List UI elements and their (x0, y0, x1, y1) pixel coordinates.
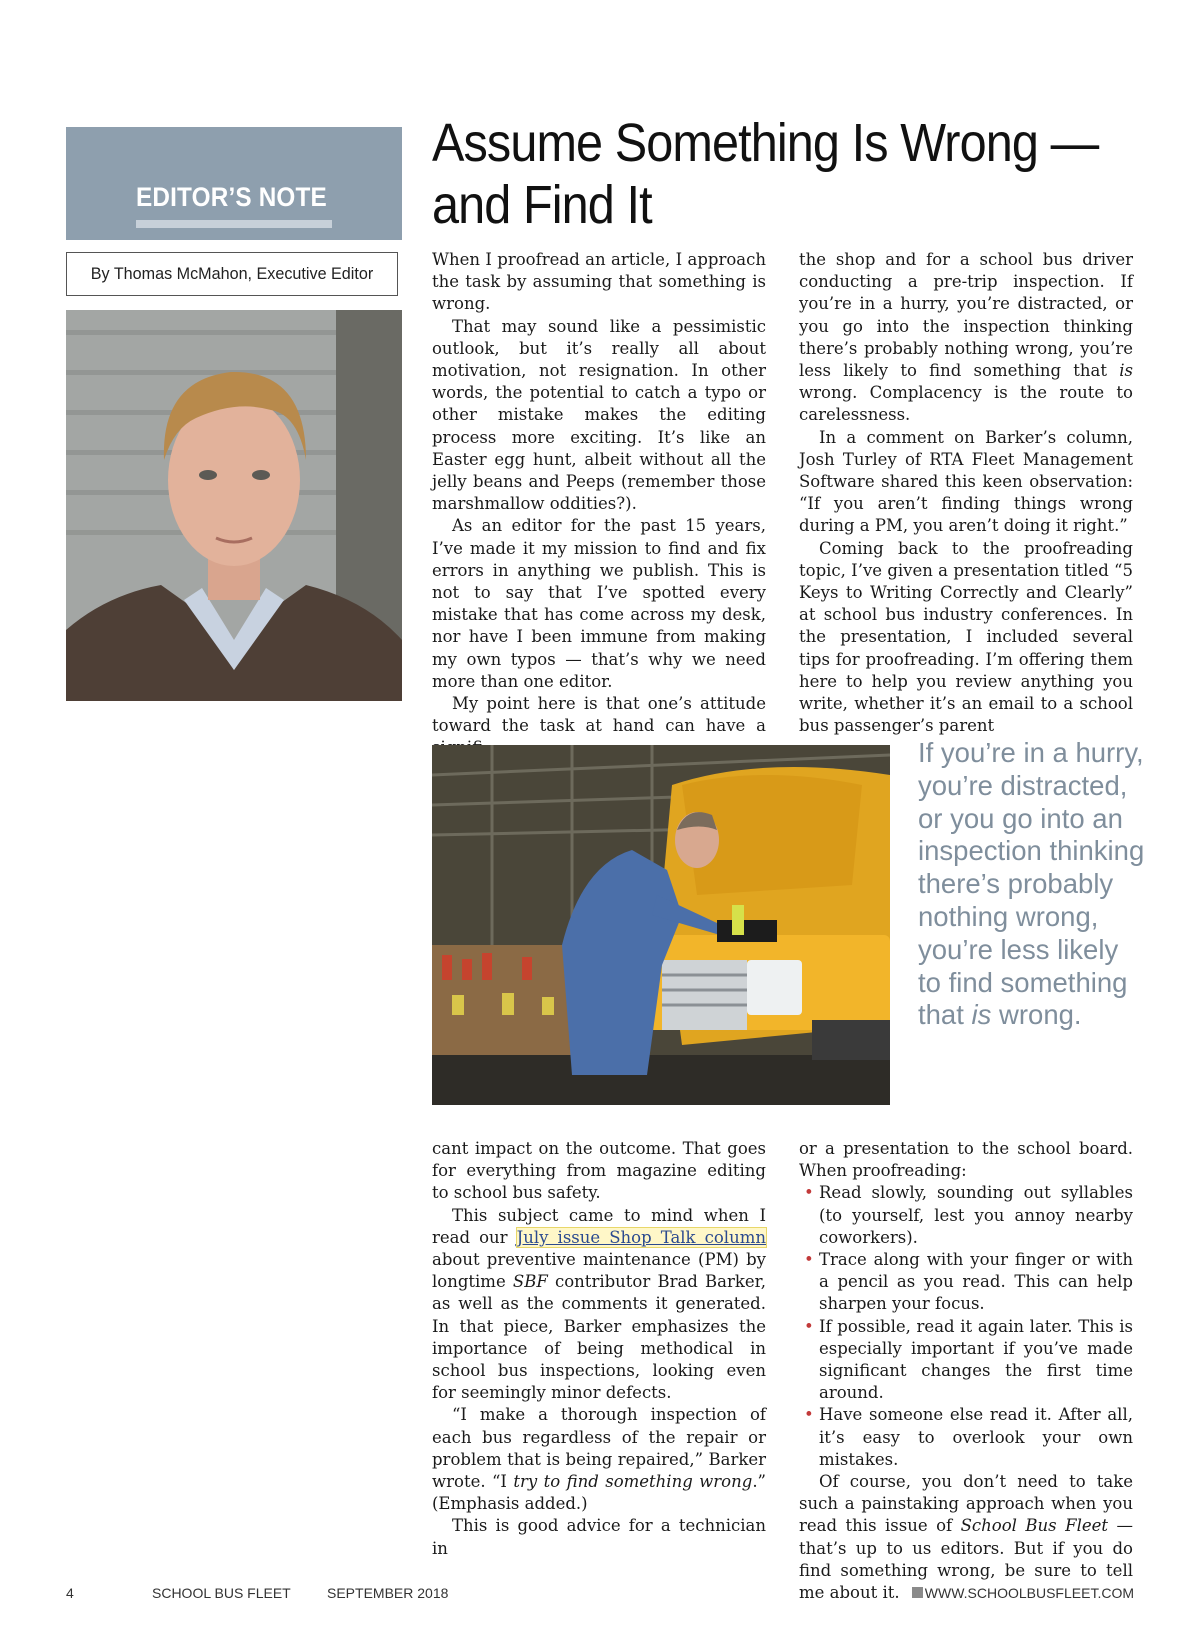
page-number: 4 (66, 1585, 74, 1601)
paragraph (799, 249, 1133, 427)
paragraph: This is good advice for a technician in (432, 1516, 766, 1558)
text: .” (Emphasis added.) (432, 1472, 766, 1514)
paragraph: As an editor for the past 15 years, I’ve made it my mission to find and fix errors in anything we publish. This is not to say that I’ve spotted every mistake that has come across my desk, nor have I been immune from making my own typos — that’s why we need more than one editor. (432, 516, 766, 691)
list-item-text: Have someone else read it. After all, it’s easy to overlook your own mistakes. (819, 1405, 1133, 1469)
author-portrait-image (66, 310, 402, 701)
bullet-icon: • (804, 1183, 814, 1203)
list-item (799, 1182, 1133, 1249)
paragraph: When I proofread an article, I approach the task by assuming that something is wrong. (432, 250, 766, 314)
paragraph: In a comment on Barker’s column, Josh Turley of RTA Fleet Management Software shared this keen observation: “If you aren’t finding things wrong during a PM, you aren’t doing it right.” (799, 427, 1133, 536)
list-item (799, 1249, 1133, 1316)
list-item-text: Read slowly, sounding out syllables (to yourself, lest you annoy nearby coworkers). (819, 1183, 1133, 1247)
emphasis: try to find something wrong (513, 1472, 753, 1492)
paragraph: My point here is that one’s attitude toward the task at hand can have a (432, 694, 766, 736)
paragraph: cant impact on the outcome. That goes for everything from magazine editing to school bus safety. (432, 1139, 766, 1203)
text: — that’s up to us editors. But if you do find something wrong, be sure to tell me about it. (799, 1516, 1133, 1603)
text: “I make a thorough inspection of each bus regardless of the repair or problem that is being repaired,” Barker wrote. “I (432, 1405, 766, 1492)
text: Of course, you don’t need to take such a painstaking approach when you read this issue of (799, 1472, 1133, 1536)
list-item (799, 1316, 1133, 1405)
emphasis: is (1119, 361, 1133, 381)
bullet-icon: • (804, 1405, 814, 1425)
byline-box (66, 252, 398, 296)
text: about preventive maintenance (PM) by longtime (432, 1250, 766, 1292)
list-item-text: If possible, read it again later. This is especially important if you’ve made significant changes the first time around. (819, 1316, 1133, 1403)
section-label-underline (136, 220, 332, 228)
pull-quote (918, 737, 1148, 1032)
body-column-2 (799, 249, 1133, 737)
paragraph: That may sound like a pessimistic outlook, but it’s really all about motivation, not resignation. In other words, the potential to catch a typo or other mistake makes the editing process more exciting. It’s like an Easter egg hunt, albeit without all the jelly beans and Peeps (remember those marshmallow oddities?). (432, 316, 766, 514)
website-url: WWW.SCHOOLBUSFLEET.COM (924, 1585, 1134, 1601)
bullet-icon: • (804, 1250, 814, 1270)
text: contributor Brad Barker, as well as the comments it generated. In that piece, Barker emphasizes the importance of being methodical in school bus inspections, looking even for seemingly minor defects. (432, 1272, 766, 1403)
list-item (799, 1404, 1133, 1471)
pull-quote-emphasis: is (971, 999, 992, 1031)
bullet-icon: • (804, 1316, 814, 1336)
body-column-1 (432, 249, 766, 760)
paragraph: Coming back to the proofreading topic, I’ve given a presentation titled “5 Keys to Writing Correctly and Clearly” at school bus industry conferences. In the presentation, I included several tips for proofreading. I’m offering them here to help you review anything you write, whether it’s an email to a school bus passenger’s parent (799, 538, 1133, 736)
pull-quote-text-end: wrong. (991, 999, 1082, 1031)
technician-bus-image (432, 745, 890, 1105)
text: This subject came to mind when I read our (432, 1205, 766, 1247)
proofreading-tips-list (799, 1182, 1133, 1471)
shop-talk-column-link[interactable]: July issue Shop Talk column (516, 1227, 766, 1247)
pull-quote-text: If you’re in a hurry, you’re distracted, or you go into an inspection thinking there’s probably nothing wrong, you’re less likely to find something that (918, 737, 1145, 1031)
emphasis: School Bus Fleet (960, 1516, 1109, 1536)
text: wrong. Complacency is the route to carelessness. (799, 383, 1133, 425)
headline-line-2: and Find It (432, 175, 652, 235)
paragraph: or a presentation to the school board. When proofreading: (799, 1139, 1133, 1181)
publication-name: SCHOOL BUS FLEET (152, 1585, 291, 1601)
issue-date: SEPTEMBER 2018 (327, 1585, 449, 1601)
section-label: EDITOR’S NOTE (136, 182, 327, 212)
emphasis: SBF (512, 1272, 548, 1292)
paragraph (432, 1404, 766, 1515)
editors-note-header (66, 127, 402, 240)
body-column-3 (432, 1138, 766, 1560)
body-column-4 (799, 1138, 1133, 1604)
text: the shop and for a school bus driver conducting a pre-trip inspection. If you’re in a hurry, you’re distracted, or you go into the inspection thinking there’s probably nothing wrong, you’re less likely to find something that (799, 250, 1133, 381)
author-portrait (66, 310, 402, 701)
byline: By Thomas McMahon, Executive Editor (90, 264, 374, 283)
list-item-text: Trace along with your finger or with a pencil as you read. This can help sharpen your focus. (819, 1250, 1133, 1314)
headline-line-1: Assume Something Is Wrong — (432, 113, 1099, 173)
end-of-article-icon (912, 1587, 923, 1598)
technician-bus-photo (432, 745, 890, 1105)
article-headline (432, 112, 1098, 236)
paragraph (432, 1205, 766, 1405)
